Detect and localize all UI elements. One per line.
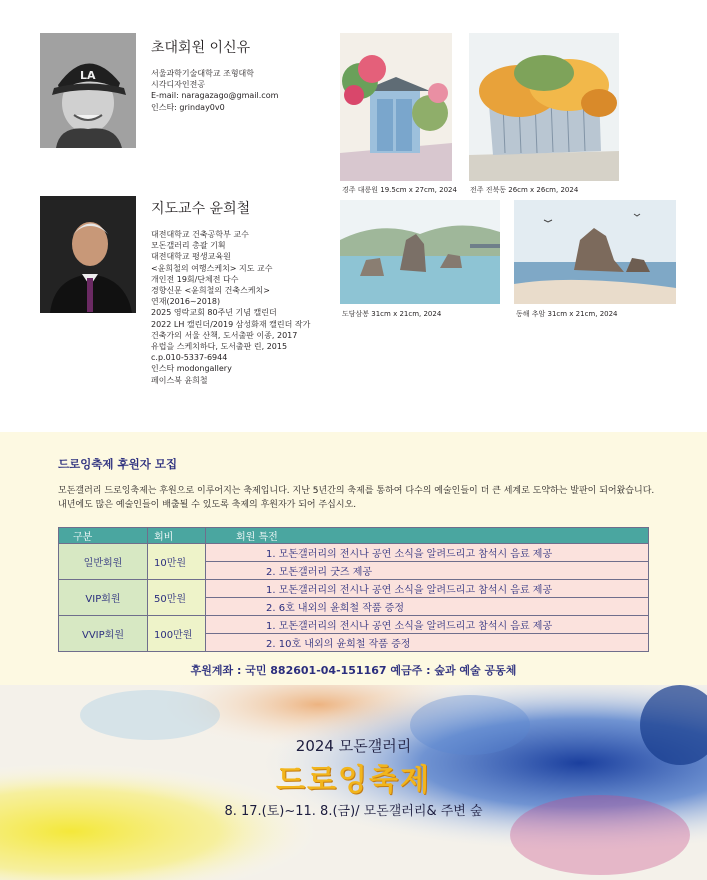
member1-email: E-mail: naragazago@gmail.com bbox=[151, 91, 279, 101]
artwork-gyeongju bbox=[340, 33, 452, 181]
festival-banner bbox=[0, 685, 707, 880]
member2-line: 2025 영락교회 80주년 기념 캘린더 bbox=[151, 308, 277, 318]
member2-line: 유럽을 스케치하다, 도서출판 린, 2015 bbox=[151, 342, 288, 352]
member2-line: 모돈갤러리 총괄 기획 bbox=[151, 241, 226, 251]
benefit-cell: 1. 모돈갤러리의 전시나 공연 소식을 알려드리고 참석시 음료 제공 bbox=[206, 580, 649, 598]
artwork-jeonju bbox=[469, 33, 619, 181]
member1-instagram: 인스타: grinday0v0 bbox=[151, 102, 225, 112]
sponsor-title: 드로잉축제 후원자 모집 bbox=[58, 457, 178, 471]
sponsor-section bbox=[0, 432, 707, 685]
benefit-cell: 1. 모돈갤러리의 전시나 공연 소식을 알려드리고 참석시 음료 제공 bbox=[206, 616, 649, 634]
table-row bbox=[59, 544, 649, 562]
artwork-caption: 동해 추암 31cm x 21cm, 2024 bbox=[516, 310, 618, 318]
festival-year: 2024 모돈갤러리 bbox=[295, 737, 412, 755]
grade-cell: 일반회원 bbox=[59, 544, 148, 580]
artwork-dodamsambong bbox=[340, 200, 500, 304]
member2-line: 대전대학교 건축공학부 교수 bbox=[151, 230, 249, 239]
member2-phone: c.p.010-5337-6944 bbox=[151, 353, 228, 363]
member1-line: 시각디자인전공 bbox=[151, 80, 206, 90]
member2-facebook: 페이스북 윤희철 bbox=[151, 375, 208, 385]
table-header-row bbox=[59, 528, 649, 544]
artwork-caption: 전주 진북동 26cm x 26cm, 2024 bbox=[470, 186, 579, 194]
fee-cell: 50만원 bbox=[148, 580, 206, 616]
table-header: 구분 bbox=[59, 528, 148, 544]
member1-line: 서울과학기술대학교 조형대학 bbox=[151, 69, 255, 78]
table-header: 회비 bbox=[148, 528, 206, 544]
table-row bbox=[59, 616, 649, 634]
benefit-cell: 2. 6호 내외의 윤희철 작품 증정 bbox=[206, 598, 649, 616]
member2-info bbox=[151, 229, 310, 386]
member2-portrait bbox=[40, 196, 136, 313]
benefit-cell: 1. 모돈갤러리의 전시나 공연 소식을 알려드리고 참석시 음료 제공 bbox=[206, 544, 649, 562]
member2-line: 대전대학교 평생교육원 bbox=[151, 252, 231, 262]
member2-instagram: 인스타 modongallery bbox=[151, 364, 232, 374]
member2-line: 2022 LH 캘린더/2019 삼성화재 캘린더 작가 bbox=[151, 319, 311, 329]
festival-title: 드로잉축제 bbox=[276, 763, 431, 798]
grade-cell: VIP회원 bbox=[59, 580, 148, 616]
bank-account: 후원계좌 : 국민 882601-04-151167 예금주 : 숲과 예술 공동체 bbox=[190, 664, 517, 677]
artwork-donghae-chuam bbox=[514, 200, 676, 304]
membership-table bbox=[58, 527, 649, 652]
svg-text:LA: LA bbox=[80, 69, 96, 82]
grade-cell: VVIP회원 bbox=[59, 616, 148, 652]
member1-portrait bbox=[40, 33, 136, 148]
artwork-caption: 도담삼봉 31cm x 21cm, 2024 bbox=[342, 310, 442, 318]
table-header: 회원 특전 bbox=[206, 528, 649, 544]
member2-line: 개인전 19회/단체전 다수 bbox=[151, 274, 239, 284]
member2-line: 경향신문 <윤희철의 건축스케치> bbox=[151, 286, 270, 296]
member2-line: 연재(2016~2018) bbox=[151, 297, 221, 307]
benefit-cell: 2. 모돈갤러리 굿즈 제공 bbox=[206, 562, 649, 580]
member2-name: 지도교수 윤희철 bbox=[151, 201, 251, 217]
artwork-caption: 경주 대릉원 19.5cm x 27cm, 2024 bbox=[342, 186, 457, 194]
festival-dates: 8. 17.(토)~11. 8.(금)/ 모돈갤러리& 주변 숲 bbox=[224, 804, 483, 819]
fee-cell: 100만원 bbox=[148, 616, 206, 652]
fee-cell: 10만원 bbox=[148, 544, 206, 580]
member1-name: 초대회원 이신유 bbox=[151, 40, 251, 56]
table-row bbox=[59, 580, 649, 598]
member1-info bbox=[151, 68, 278, 113]
sponsor-paragraph: 모돈갤러리 드로잉축제는 후원으로 이루어지는 축제입니다. 지난 5년간의 축제를 통하여 다수의 예술인들이 더 큰 세계로 도약하는 발판이 되어왔습니다. 내년에도 많은 예술인들이 배출될 수 있도록 축제의 후원자가 되어 주십시오. bbox=[58, 486, 655, 510]
benefit-cell: 2. 10호 내외의 윤희철 작품 증정 bbox=[206, 634, 649, 652]
member2-line: <윤희철의 여행스케치> 지도 교수 bbox=[151, 263, 273, 273]
member2-line: 건축가의 서울 산책, 도서출판 이종, 2017 bbox=[151, 330, 298, 340]
